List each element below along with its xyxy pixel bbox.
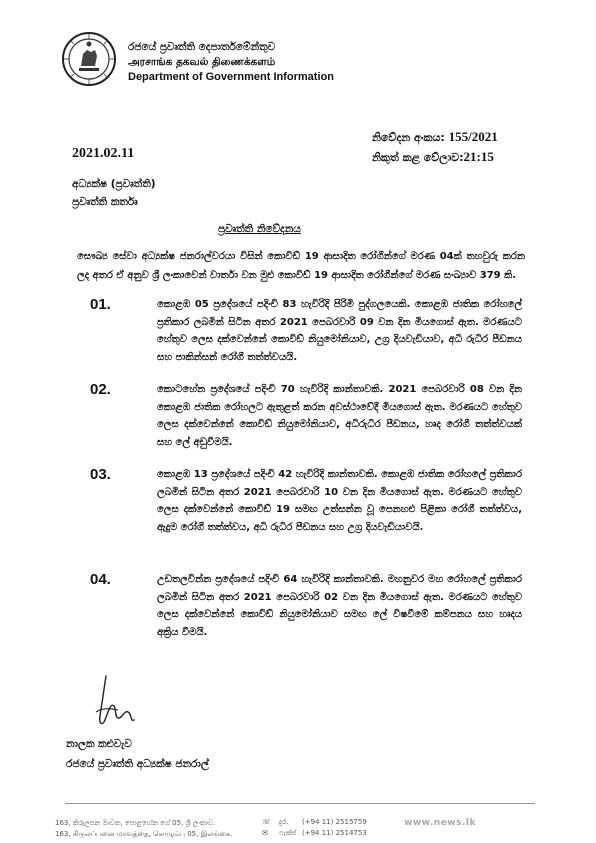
recipient-editor: ප්‍රවෘත්ති කර්තෘ xyxy=(72,196,138,208)
item-text-1: කොළඹ 05 ප්‍රදේශයේ පදිංචි 83 හැවිරිදි පිරිමි පුද්ගලයෙකි. කොළඹ ජාතික රෝහලේ ප්‍රතිකාර ලබමින් සිටින අතර 2021 පෙබරවාරි 09 වන දින මියගොස් ඇත. මරණයට හේතුව ලෙස දක්වෙන්නේ කොවිඩ් නියුමෝනියාව, උග්‍ර දියවැඩියාව, අධි රුධිර පීඩනය සහ පාකින්සන් රෝගී තත්ත්වයයි. xyxy=(157,299,522,363)
footer-divider xyxy=(65,803,535,804)
item-text-3: කොළඹ 13 ප්‍රදේශයේ පදිංචි 42 හැවිරිදි කාන්තාවකි. කොළඹ ජාතික රෝහලේ ප්‍රතිකාර ලබමින් සිටින අතර 2021 පෙබරවාරි 10 වන දින මියගොස් ඇත. මරණයට හේතුව ලෙස දක්වෙන්නේ කොවිඩ් 19 සමඟ උත්සන්න වූ පෙනහළු පිළිකා රෝගී තත්ත්වය, ඇදුම රෝගී තත්ත්වය, අධි රුධිර පීඩනය සහ උග්‍ර දියවැඩියාවයි. xyxy=(157,469,522,533)
item-text-2: කොටහේන ප්‍රදේශයේ පදිංචි 70 හැවිරිදි කාන්තාවකි. 2021 පෙබරවාරි 08 වන දින කොළඹ ජාතික රෝහලට ඇතුළත් කරන අවස්ථාවේදී මියගොස් ඇත. මරණයට හේතුව ලෙස දක්වෙන්නේ කොවිඩ් නියුමෝනියාව, අධිරුධිර පීඩනය, හෘද රෝගී තත්ත්වයක් සහ ලේ අඩුවීමයි. xyxy=(157,384,522,448)
org-name-sinhala: රජයේ ප්‍රවෘත්ති දෙපාර්තමේන්තුව xyxy=(128,41,276,53)
department-emblem xyxy=(61,30,117,88)
footer-address-sinhala: 163, කිරුලපන මාවත, පොළහේන ගේ 05, ශ්‍රී ලංකාව. xyxy=(55,819,216,827)
item-number-3: 03. xyxy=(90,466,111,483)
release-time-value: 21:15 xyxy=(463,149,494,164)
org-name-tamil: அரசாங்க தகவல் திணைக்களம் xyxy=(128,56,276,68)
item-number-1: 01. xyxy=(90,296,111,313)
item-text-4: උඩතලවින්න ප්‍රදේශයේ පදිංචි 64 හැවිරිදි කාන්තාවකි. මහනුවර මහ රෝහලේ ප්‍රතිකාර ලබමින් සිටින අතර 2021 පෙබරවාරි 02 වන දින මියගොස් ඇත. මරණයට හේතුව ලෙස දක්වෙන්නේ කොවිඩ් නියුමෝනියාව සමඟ ලේ විෂවීමේ කම්පනය සහ හෘදය අක්‍රිය වීමයි. xyxy=(157,574,522,638)
release-time-label: නිකුත් කළ වේලාව: xyxy=(372,151,464,164)
item-number-4: 04. xyxy=(90,571,111,588)
fax-icon: ✉ xyxy=(262,829,268,837)
item-number-2: 02. xyxy=(90,381,111,398)
fax-number: (+94 11) 2514753 xyxy=(302,829,367,837)
release-number-value: 155/2021 xyxy=(448,129,498,144)
phone-label: දුර. xyxy=(279,818,289,826)
phone-icon: ☏ xyxy=(262,818,271,826)
fax-label: ෆැක්ස් xyxy=(279,829,297,837)
footer-address-tamil: 163, கிருலப்பனை மாவத்தை, கொழும்பு 05, இலங்கை. xyxy=(55,830,233,838)
signatory-name: නාලක කළුවැව xyxy=(66,738,132,750)
signatory-title: රජයේ ප්‍රවෘත්ති අධ්‍යක්ෂ ජනරාල් xyxy=(66,758,209,770)
website-link[interactable]: www.news.lk xyxy=(404,818,476,828)
phone-number: (+94 11) 2515759 xyxy=(302,818,367,826)
handwritten-signature xyxy=(88,672,148,732)
org-name-english: Department of Government Information xyxy=(128,71,334,83)
release-number xyxy=(372,129,498,145)
release-number-label: නිවේදන අංකය: xyxy=(372,131,445,144)
recipient-director: අධ්‍යක්ෂ (ප්‍රවෘත්ති) xyxy=(72,178,156,190)
intro-paragraph: සෞඛ්‍ය සේවා අධ්‍යක්ෂ ජනරාල්වරයා විසින් කොවිඩ් 19 ආසාදිත රෝගීන්ගේ මරණ 04ක් තහවුරු කරන ලද අතර ඒ අනුව ශ්‍රී ලංකාවෙන් වාර්තා වන මුළු කොවිඩ් 19 ආසාදිත රෝගීන්ගේ මරණ සංඛ්‍යාව 379 කි. xyxy=(77,251,525,281)
release-time xyxy=(372,149,494,165)
release-date: 2021.02.11 xyxy=(72,146,135,161)
document-title: ප්‍රවෘත්ති නිවේදනය xyxy=(218,223,301,235)
